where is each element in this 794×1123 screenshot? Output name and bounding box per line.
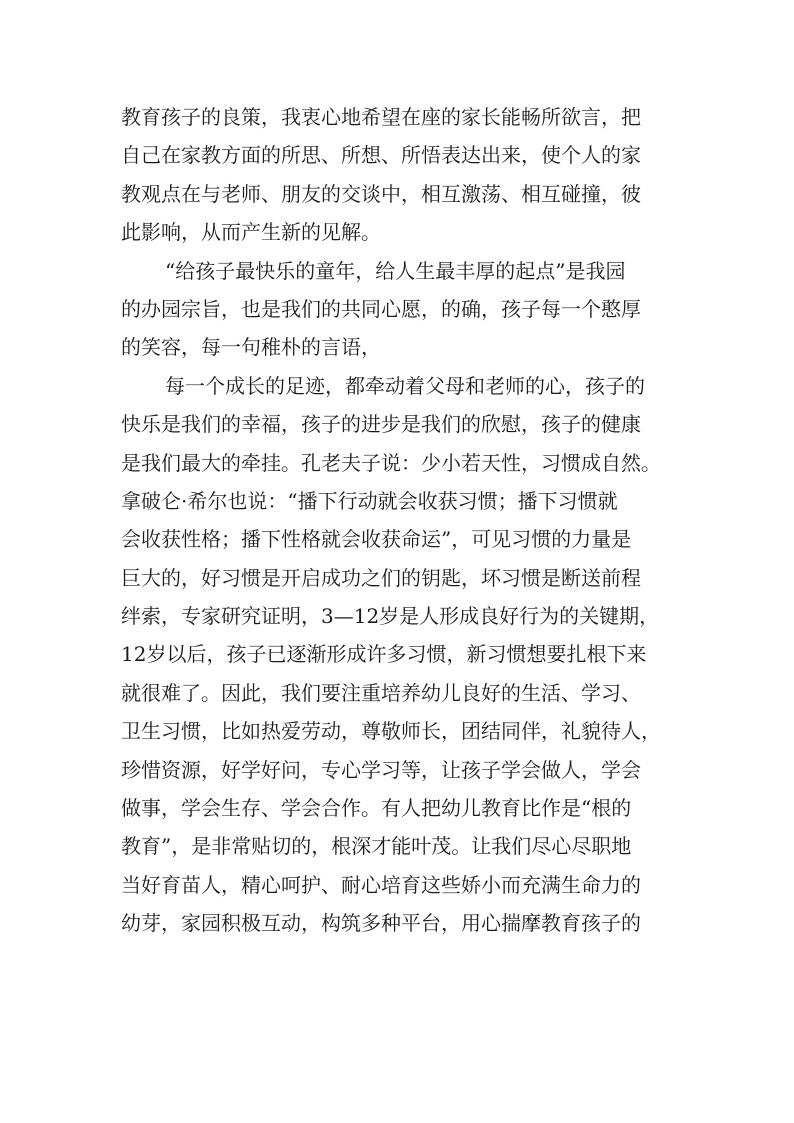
text-line: 快乐是我们的幸福，孩子的进步是我们的欣慰，孩子的健康 (121, 412, 641, 437)
text-line: 12岁以后，孩子已逐渐形成许多习惯，新习惯想要扎根下来 (121, 642, 647, 667)
text-line: 绊索，专家研究证明，3—12岁是人形成良好行为的关键期， (121, 604, 660, 629)
text-line: 幼芽，家园积极互动，构筑多种平台，用心揣摩教育孩子的 (121, 911, 641, 936)
text-line: 拿破仑·希尔也说：“播下行动就会收获习惯；播下习惯就 (121, 488, 618, 513)
text-line: 教观点在与老师、朋友的交谈中，相互激荡、相互碰撞，彼 (121, 181, 641, 206)
text-line: “给孩子最快乐的童年，给人生最丰厚的起点”是我园 (165, 258, 626, 283)
text-line: 每一个成长的足迹，都牵动着父母和老师的心，孩子的 (165, 373, 645, 398)
text-line: 教育孩子的良策，我衷心地希望在座的家长能畅所欲言，把 (121, 105, 641, 129)
text-line: 是我们最大的牵挂。孔老夫子说：少小若天性，习惯成自然。 (121, 450, 661, 475)
text-line: 当好育苗人，精心呵护、耐心培育这些娇小而充满生命力的 (121, 872, 641, 897)
text-line: 自己在家教方面的所思、所想、所悟表达出来，使个人的家 (121, 143, 641, 168)
text-line: 巨大的，好习惯是开启成功之们的钥匙，坏习惯是断送前程 (121, 565, 641, 590)
text-line: 卫生习惯，比如热爱劳动，尊敬师长，团结同伴，礼貌待人， (121, 719, 661, 744)
text-line: 教育”，是非常贴切的，根深才能叶茂。让我们尽心尽职地 (121, 834, 632, 859)
text-line: 会收获性格；播下性格就会收获命运”，可见习惯的力量是 (121, 527, 632, 552)
text-line: 做事，学会生存、学会合作。有人把幼儿教育比作是“根的 (121, 796, 632, 821)
text-line: 的办园宗旨，也是我们的共同心愿，的确，孩子每一个憨厚 (121, 296, 641, 321)
text-line: 的笑容，每一句稚朴的言语， (121, 335, 381, 360)
text-line: 此影响，从而产生新的见解。 (121, 220, 381, 245)
text-line: 就很难了。因此，我们要注重培养幼儿良好的生活、学习、 (121, 680, 641, 705)
body-text (121, 98, 681, 943)
text-line: 珍惜资源，好学好问，专心学习等，让孩子学会做人，学会 (121, 757, 641, 782)
